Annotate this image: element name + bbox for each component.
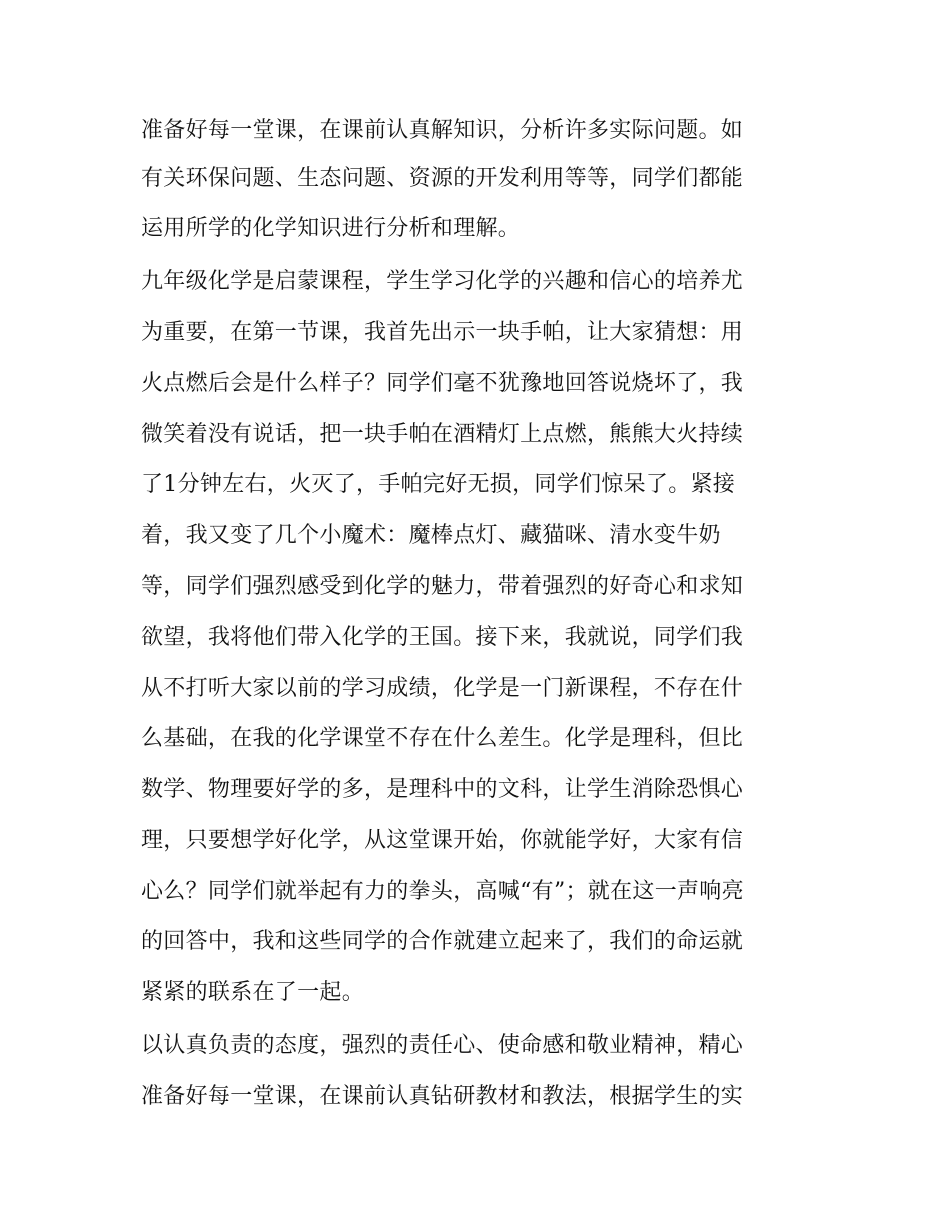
paragraph-2-line-11: 数学、物理要好学的多，是理科中的文科，让学生消除恐惧心 [141,777,744,802]
paragraph-2-line-1: 九年级化学是启蒙课程，学生学习化学的兴趣和信心的培养尤 [141,269,744,294]
paragraph-1-line-2: 有关环保问题、生态问题、资源的开发利用等等，同学们都能 [141,166,744,191]
paragraph-1-line-1: 准备好每一堂课，在课前认真解知识，分析许多实际问题。如 [141,118,744,143]
paragraph-2-line-7: 等，同学们强烈感受到化学的魅力，带着强烈的好奇心和求知 [141,574,744,599]
paragraph-2-line-5: 了1分钟左右，火灭了，手帕完好无损，同学们惊呆了。紧接 [141,472,736,497]
paragraph-2-line-4: 微笑着没有说话，把一块手帕在酒精灯上点燃，熊熊大火持续 [141,422,744,447]
paragraph-1-line-3: 运用所学的化学知识进行分析和理解。 [141,216,521,241]
paragraph-2-line-15: 紧紧的联系在了一起。 [141,980,365,1005]
paragraph-2-line-14: 的回答中，我和这些同学的合作就建立起来了，我们的命运就 [141,929,744,954]
paragraph-2-line-9: 从不打听大家以前的学习成绩，化学是一门新课程，不存在什 [141,676,744,701]
paragraph-2-line-2: 为重要，在第一节课，我首先出示一块手帕，让大家猜想：用 [141,320,744,345]
paragraph-3-line-2: 准备好每一堂课，在课前认真钻研教材和教法，根据学生的实 [141,1084,744,1109]
paragraph-2-line-6: 着，我又变了几个小魔术：魔棒点灯、藏猫咪、清水变牛奶 [141,523,721,548]
paragraph-2-line-8: 欲望，我将他们带入化学的王国。接下来，我就说，同学们我 [141,625,744,650]
paragraph-2-line-13: 心么？同学们就举起有力的拳头，高喊“有”；就在这一声响亮 [141,879,744,904]
paragraph-2-line-10: 么基础，在我的化学课堂不存在什么差生。化学是理科，但比 [141,726,744,751]
paragraph-3-line-1: 以认真负责的态度，强烈的责任心、使命感和敬业精神，精心 [141,1033,744,1058]
paragraph-2-line-12: 理，只要想学好化学，从这堂课开始，你就能学好，大家有信 [141,828,744,853]
paragraph-2-line-3: 火点燃后会是什么样子？同学们毫不犹豫地回答说烧坏了，我 [141,371,744,396]
